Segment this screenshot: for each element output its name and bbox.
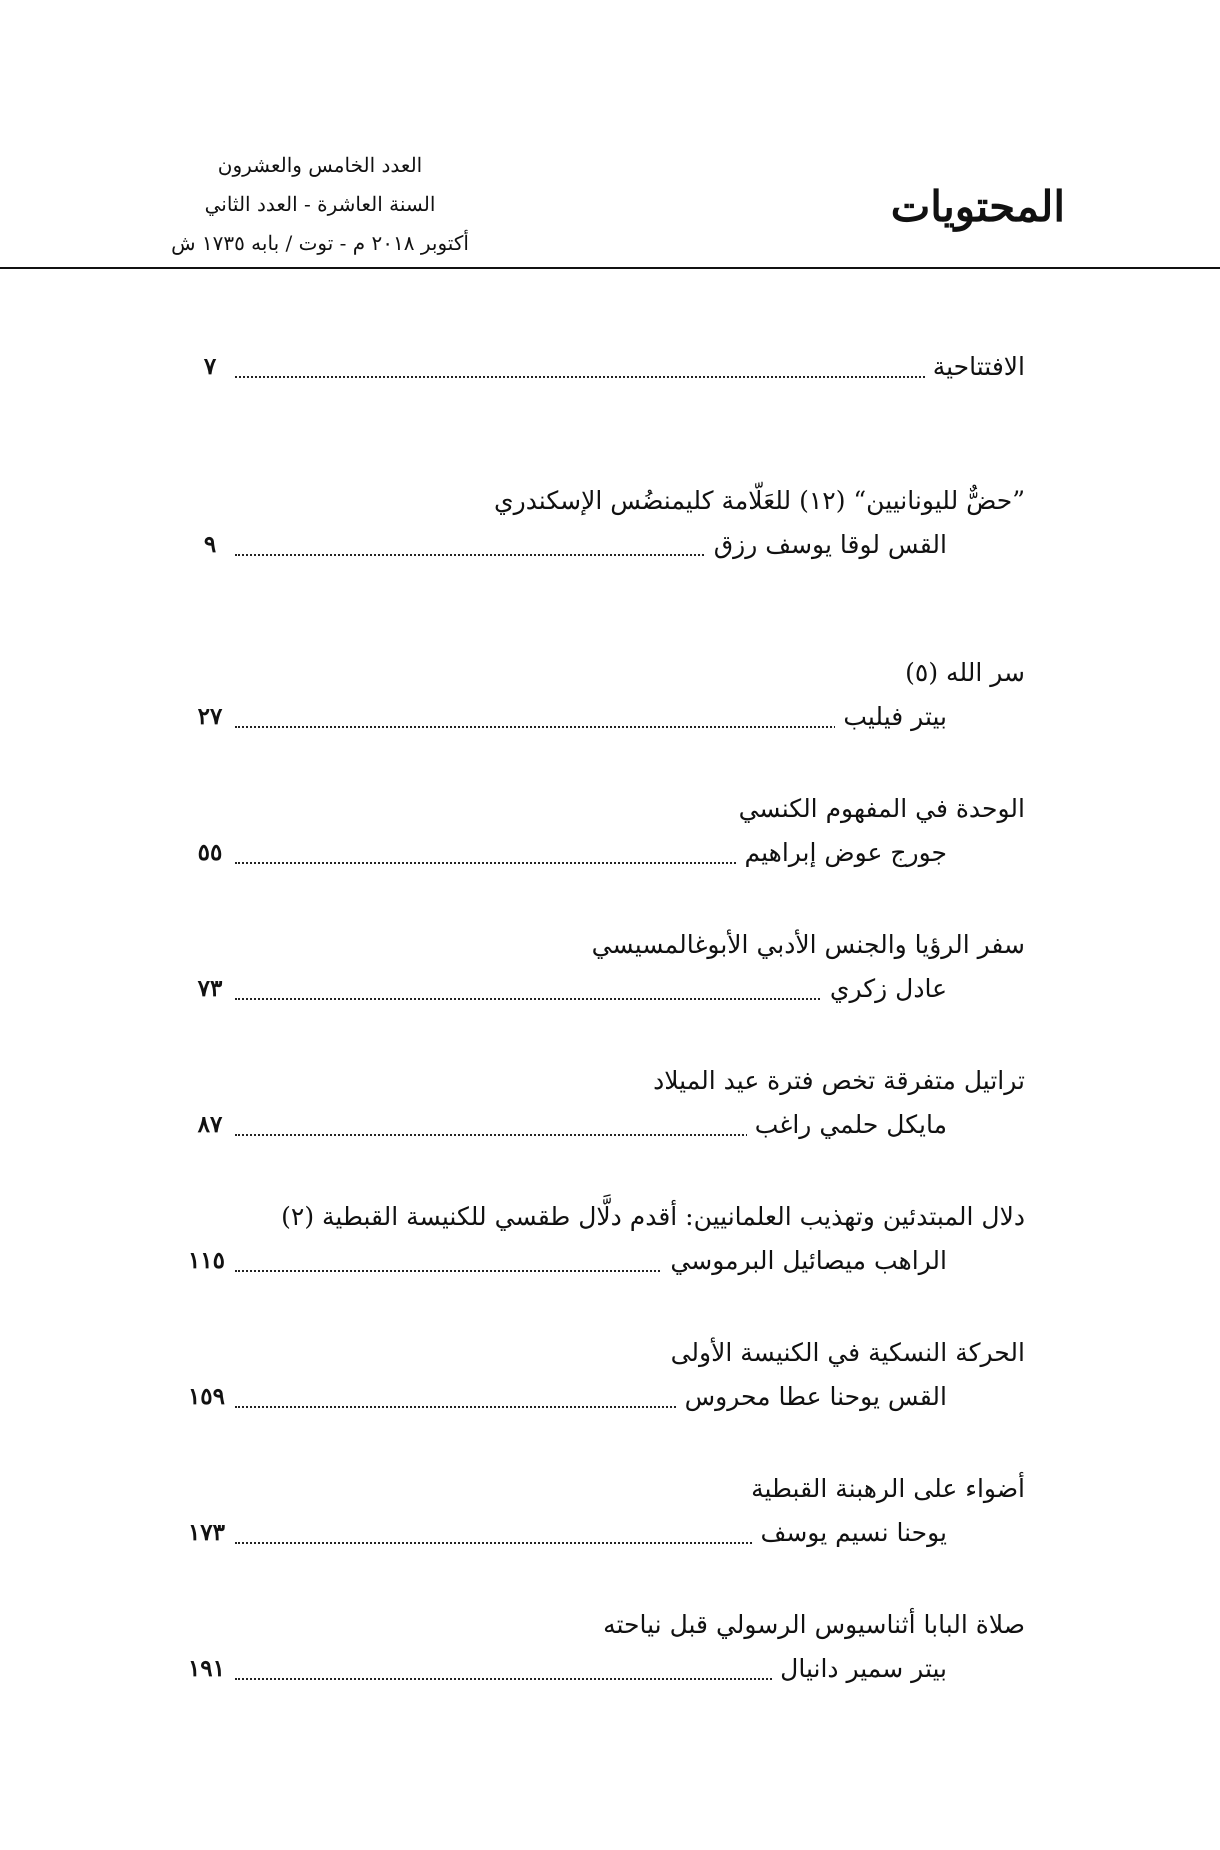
toc-entry-editorial: [195, 345, 1025, 389]
article-title[interactable]: أضواء على الرهبنة القبطية: [751, 1474, 1025, 1503]
author-line[interactable]: [187, 1239, 947, 1283]
article-author: بيتر سمير دانيال: [772, 1647, 947, 1691]
toc-entry: [187, 1603, 1025, 1691]
toc-entry: [195, 651, 1025, 739]
issue-info: [170, 146, 470, 263]
page-title: المحتويات: [890, 182, 1065, 231]
issue-line-year: السنة العاشرة - العدد الثاني: [204, 192, 436, 216]
article-title[interactable]: دلال المبتدئين وتهذيب العلمانيين: أقدم دلَّال طقسي للكنيسة القبطية (٢): [281, 1202, 1025, 1231]
article-title[interactable]: الوحدة في المفهوم الكنسي: [738, 794, 1025, 823]
author-line[interactable]: [195, 831, 947, 875]
author-line[interactable]: [195, 967, 947, 1011]
toc-entry: [195, 923, 1025, 1011]
toc-entry: [195, 479, 1025, 567]
page-number: ١١٥: [187, 1247, 225, 1274]
page-number: ٩: [203, 531, 217, 558]
dot-leader: [235, 376, 1025, 378]
toc-entry: [187, 1331, 1025, 1419]
author-line[interactable]: [187, 1647, 947, 1691]
issue-line-date: أكتوبر ٢٠١٨ م - توت / بابه ١٧٣٥ ش: [171, 231, 469, 255]
article-author: جورج عوض إبراهيم: [736, 831, 947, 875]
page-number: ٧: [203, 353, 217, 380]
article-author: مايكل حلمي راغب: [747, 1103, 947, 1147]
page-number: ١٥٩: [187, 1383, 225, 1410]
author-line[interactable]: [195, 523, 947, 567]
table-of-contents: [187, 345, 1025, 1691]
article-author: القس يوحنا عطا محروس: [677, 1375, 947, 1419]
article-author: يوحنا نسيم يوسف: [752, 1511, 947, 1555]
toc-entry-label: الافتتاحية: [925, 345, 1025, 389]
article-author: عادل زكري: [822, 967, 947, 1011]
article-title[interactable]: تراتيل متفرقة تخص فترة عيد الميلاد: [653, 1066, 1025, 1095]
toc-line[interactable]: [195, 345, 1025, 389]
issue-line-number: العدد الخامس والعشرون: [217, 153, 423, 177]
page-number: ١٩١: [187, 1655, 225, 1682]
author-line[interactable]: [187, 1375, 947, 1419]
article-title[interactable]: سر الله (٥): [905, 658, 1025, 687]
page-number: ٨٧: [197, 1111, 223, 1138]
page-number: ٥٥: [197, 839, 223, 866]
article-author: بيتر فيليب: [835, 695, 947, 739]
article-title[interactable]: الحركة النسكية في الكنيسة الأولى: [670, 1338, 1025, 1367]
article-title[interactable]: ”حضٌّ لليونانيين“ (١٢) للعَلّامة كليمنضُس الإسكندري: [494, 486, 1025, 515]
author-line[interactable]: [187, 1511, 947, 1555]
toc-entry: [195, 787, 1025, 875]
page-number: ٧٣: [197, 975, 223, 1002]
article-title[interactable]: صلاة البابا أثناسيوس الرسولي قبل نياحته: [603, 1610, 1025, 1639]
author-line[interactable]: [195, 1103, 947, 1147]
author-line[interactable]: [195, 695, 947, 739]
toc-entry: [187, 1467, 1025, 1555]
article-author: القس لوقا يوسف رزق: [706, 523, 947, 567]
page-number: ١٧٣: [187, 1519, 225, 1546]
page-number: ٢٧: [197, 703, 223, 730]
article-author: الراهب ميصائيل البرموسي: [662, 1239, 947, 1283]
article-title[interactable]: سفر الرؤيا والجنس الأدبي الأبوغالمسيسي: [591, 930, 1025, 959]
toc-entry: [187, 1195, 1025, 1283]
toc-entry: [195, 1059, 1025, 1147]
header-divider: [0, 267, 1220, 269]
